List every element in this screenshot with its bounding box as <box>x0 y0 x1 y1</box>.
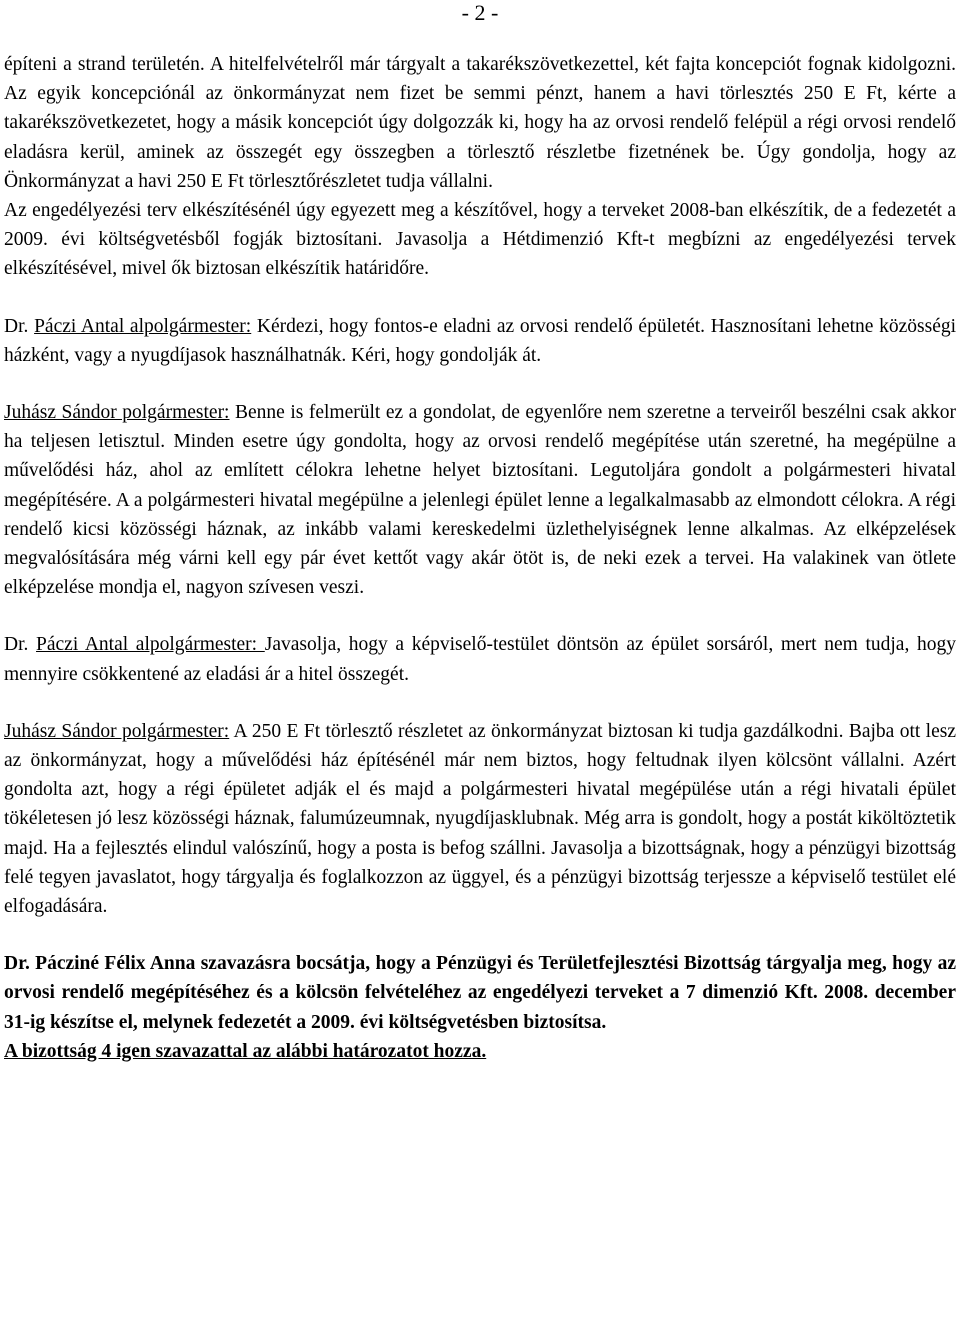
paragraph-vote-result: A bizottság 4 igen szavazattal az alábbi határozatot hozza. <box>4 1040 487 1062</box>
speaker-name: Páczi Antal alpolgármester: <box>34 315 252 337</box>
page-number: - 2 - <box>461 0 499 25</box>
speaker-text: Benne is felmerült ez a gondolat, de egyenlőre nem szeretne a terveiről beszélni csak akkor ha teljesen letisztul. Minden esetre úgy gondolta, hogy az orvosi rendelő megépítése után szeretné, ha megépülne a művelődési ház, ahol az említett célokra lehetne helyet biztosítani. Legutoljára gondolt a polgármesteri hivatal megépítésére. A a polgármesteri hivatal megépülne a jelenlegi épület lenne a legalkalmasabb az elmondott célokra. A régi rendelő kicsi közösségi háznak, az inkább valami kereskedelmi üzlethelyiségnek lenne alkalmas. Az elképzelések megvalósítására még várni kell egy pár évet kettőt vagy akár ötöt is, de neki ezek a tervei. Ha valakinek van ötlete elképzelése mondja el, nagyon szívesen veszi. <box>4 402 956 599</box>
speaker-title: Dr. <box>4 315 29 337</box>
speaker-text: Javasolja, hogy a képviselő-testület döntsön az épület sorsáról, mert nem tudja, hogy mennyire csökkentené az eladási ár a hitel összegét. <box>4 634 956 685</box>
speaker-name: Juhász Sándor polgármester: <box>4 720 230 742</box>
paragraph-juhasz-2 <box>4 717 956 921</box>
speaker-name: Páczi Antal alpolgármester: <box>36 634 265 656</box>
paragraph-intro: építeni a strand területén. A hitelfelvételről már tárgyalt a takarékszövetkezettel, két fajta koncepciót fognak kidolgozni. Az egyik koncepciónál az önkormányzat nem fizet be semmi pénzt, hanem a havi törlesztés 250 E Ft, kérte a takarékszövetkezetet, hogy a másik koncepciót úgy dolgozzák ki, hogy ha az orvosi rendelő felépül a régi orvosi rendelő eladásra kerül, aminek az összegét egy összegben a törlesztő részletbe fizetnének be. Úgy gondolja, hogy az Önkormányzat a havi 250 E Ft törlesztőrészletet tudja vállalni. <box>4 54 956 192</box>
speaker-text: Kérdezi, hogy fontos-e eladni az orvosi rendelő épületét. Hasznosítani lehetne közösségi házként, vagy a nyugdíjasok használhatnák. Kéri, hogy gondolják át. <box>4 315 957 366</box>
speaker-text: A 250 E Ft törlesztő részletet az önkormányzat biztosan ki tudja gazdálkodni. Bajba ott lesz az önkormányzat, hogy a művelődési ház építésénél már nem biztos, hogy feltudnak ilyen kölcsönt vállalni. Azért gondolta azt, hogy a régi épületet adják el és majd a polgármesteri hivatal megépülése után a régi hivatali épület tökéletesen jó lesz közösségi háznak, falumúzeumnak, nyugdíjasklubnak. Még arra is gondolt, hogy a postát kiköltöztetik majd. Ha a fejlesztés elindul valószínű, hogy a posta is befog szállni. Javasolja a bizottságnak, hogy a pénzügyi bizottság felé tegyen javaslatot, hogy tárgyalja és foglalkozzon az üggyel, és a pénzügyi bizottság terjessze a képviselő testület elé elfogadására. <box>4 720 956 918</box>
paragraph-paczi-1 <box>4 312 956 370</box>
paragraph-vote-motion: Dr. Pácziné Félix Anna szavazásra bocsátja, hogy a Pénzügyi és Területfejlesztési Bizottság tárgyalja meg, hogy az orvosi rendelő megépítéséhez és a kölcsön felvételéhez az engedélyezi terveket a 7 dimenzió Kft. 2008. december 31-ig készítse el, melynek fedezetét a 2009. évi költségvetésben biztosítsa. <box>4 953 956 1033</box>
speaker-title: Dr. <box>4 634 29 656</box>
paragraph-permit-plan: Az engedélyezési terv elkészítésénél úgy egyezett meg a készítővel, hogy a terveket 2008-ban elkészítik, de a fedezetét a 2009. évi költségvetésből fogják biztosítani. Javasolja a Hétdimenzió Kft-t megbízni az engedélyezési tervek elkészítésével, mivel ők biztosan elkészítik határidőre. <box>4 200 956 280</box>
speaker-name: Juhász Sándor polgármester: <box>4 402 230 424</box>
paragraph-paczi-2 <box>4 630 956 688</box>
paragraph-juhasz-1 <box>4 398 956 602</box>
document-body <box>4 50 956 1066</box>
